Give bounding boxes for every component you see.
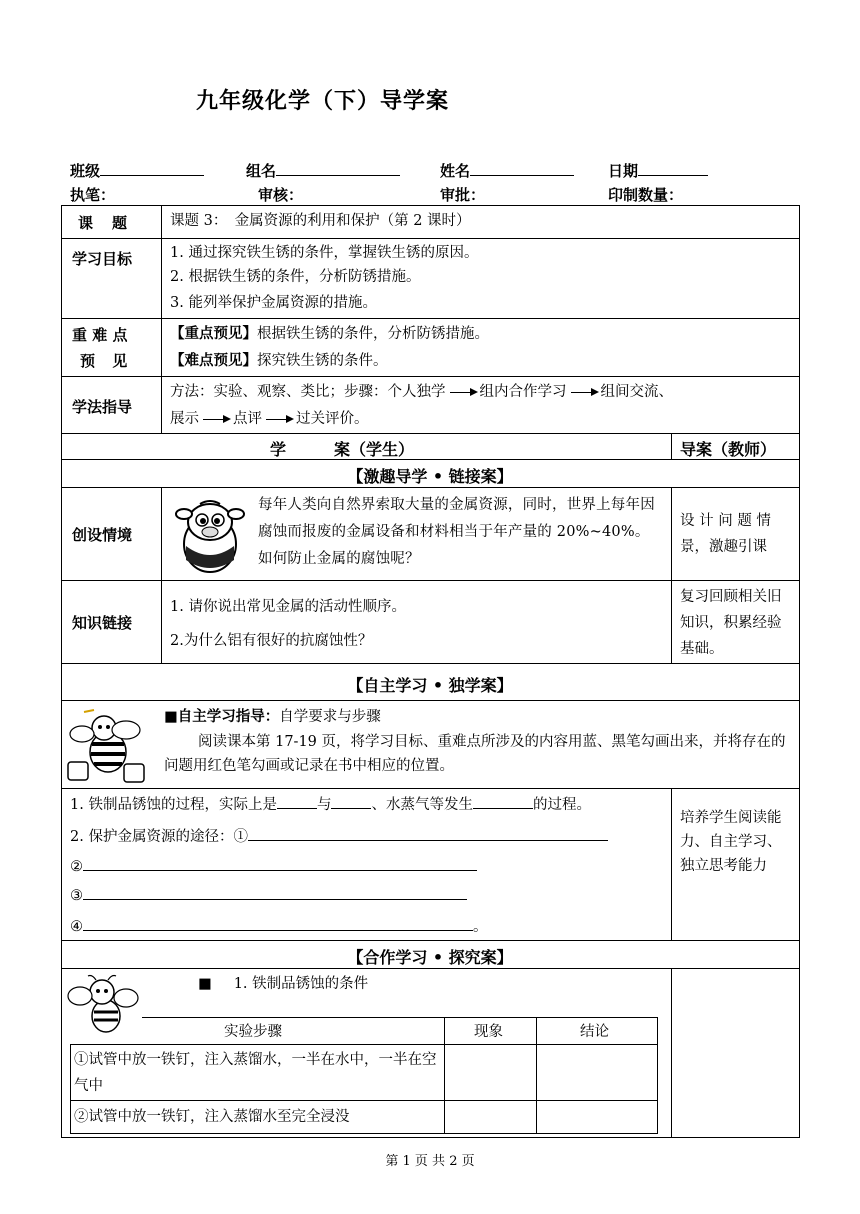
q2-text: 2. 保护金属资源的途径：① — [70, 829, 248, 845]
arrow-icon — [571, 392, 597, 393]
name-field — [440, 160, 574, 181]
focus-key-text: 根据铁生锈的条件，分析防锈措施。 — [257, 326, 489, 342]
guide-tag: ■自主学习指导： — [164, 709, 280, 725]
print-count-label: 印制数量： — [608, 186, 684, 204]
name-label: 姓名 — [440, 162, 471, 180]
cartoon-bee-icon — [64, 708, 156, 786]
method-text-1b: 组内合作学习 — [479, 384, 567, 400]
focus-hard — [170, 350, 388, 372]
link-question-2: 2.为什么铝有很好的抗腐蚀性？ — [170, 633, 373, 649]
page-number: 第 1 页 共 2 页 — [385, 1154, 475, 1169]
page-title: 九年级化学（下）导学案 — [196, 89, 450, 114]
arrow-icon — [203, 419, 229, 420]
writer-label: 执笔： — [70, 186, 116, 204]
q2-blank-4[interactable] — [83, 915, 473, 931]
goal-1: 1. 通过探究铁生锈的条件，掌握铁生锈的原因。 — [170, 245, 479, 261]
table-header-steps: 实验步骤 — [224, 1024, 282, 1040]
section-heading-cooperative: 【合作学习 • 探究案】 — [347, 948, 513, 967]
method-line-1 — [170, 381, 673, 403]
topic-label: 课 题 — [78, 214, 130, 232]
name-blank[interactable] — [470, 161, 574, 176]
question-1 — [70, 793, 591, 816]
focus-label-line1: 重 难 点 — [72, 326, 128, 344]
self-study-teacher-note: 培养学生阅读能力、自主学习、独立思考能力 — [680, 810, 782, 874]
method-text-2a: 展示 — [170, 411, 199, 427]
focus-key-tag: 【重点预见】 — [170, 326, 257, 342]
link-question-1: 1. 请你说出常见金属的活动性顺序。 — [170, 599, 406, 615]
q2-circle-2: ② — [70, 859, 83, 875]
focus-hard-tag: 【难点预见】 — [170, 353, 257, 369]
scene-label: 创设情境 — [72, 526, 133, 544]
table-header-phenomenon: 现象 — [474, 1024, 503, 1040]
q1-text-a: 1. 铁制品锈蚀的过程，实际上是 — [70, 797, 277, 813]
cartoon-bee-icon — [66, 972, 142, 1038]
q1-text-b: 与 — [316, 797, 332, 813]
q1-blank-2[interactable] — [331, 793, 371, 809]
section-heading-interest: 【激趣导学 • 链接案】 — [347, 467, 513, 486]
guide-title: 自学要求与步骤 — [279, 709, 381, 725]
q1-blank-1[interactable] — [277, 793, 317, 809]
class-field — [70, 160, 204, 181]
item-square-icon: ■ — [198, 976, 212, 992]
link-label: 知识链接 — [72, 614, 133, 632]
scene-text: 每年人类向自然界索取大量的金属资源，同时，世界上每年因腐蚀而报废的金属设备和材料相当于年产量的 20%~40%。如何防止金属的腐蚀呢？ — [258, 497, 655, 567]
method-line-2 — [170, 408, 369, 430]
question-2-item-3 — [70, 884, 467, 907]
goals-label: 学习目标 — [72, 250, 133, 268]
arrow-icon — [266, 419, 292, 420]
q2-blank-1[interactable] — [248, 825, 608, 841]
question-2 — [70, 825, 608, 848]
class-label: 班级 — [70, 162, 101, 180]
table-row: ②试管中放一铁钉，注入蒸馏水至完全浸没 — [74, 1109, 350, 1125]
date-label: 日期 — [608, 162, 639, 180]
q1-text-d: 的过程。 — [532, 797, 591, 813]
explore-item-1 — [198, 973, 368, 995]
explore-item-1-title: 1. 铁制品锈蚀的条件 — [233, 976, 369, 992]
group-blank[interactable] — [276, 161, 400, 176]
approver-label: 审批： — [440, 186, 486, 204]
date-blank[interactable] — [638, 161, 708, 176]
q2-circle-4: ④ — [70, 919, 83, 935]
table-row: ①试管中放一铁钉，注入蒸馏水，一半在水中，一半在空气中 — [74, 1052, 437, 1094]
method-text-1a: 方法：实验、观察、类比；步骤：个人独学 — [170, 384, 446, 400]
q1-text-c: 、水蒸气等发生 — [371, 797, 473, 813]
focus-hard-text: 探究铁生锈的条件。 — [257, 353, 388, 369]
table-header-conclusion: 结论 — [580, 1024, 609, 1040]
method-text-2c: 过关评价。 — [296, 411, 369, 427]
section-heading-self-study: 【自主学习 • 独学案】 — [347, 676, 513, 695]
q2-end: 。 — [473, 919, 488, 935]
guide-text: 阅读课本第 17-19 页，将学习目标、重难点所涉及的内容用蓝、黑笔勾画出来，并将存在的问题用红色笔勾画或记录在书中相应的位置。 — [164, 734, 786, 774]
q1-blank-3[interactable] — [473, 793, 533, 809]
q2-blank-3[interactable] — [83, 884, 467, 900]
method-text-1c: 组间交流、 — [600, 384, 673, 400]
group-label: 组名 — [246, 162, 277, 180]
focus-label-line2: 预 见 — [80, 352, 134, 370]
goal-3: 3. 能列举保护金属资源的措施。 — [170, 295, 377, 311]
teacher-column-header: 导案（教师） — [680, 440, 777, 459]
arrow-icon — [450, 392, 476, 393]
question-2-item-4 — [70, 915, 488, 938]
group-field — [246, 160, 400, 181]
scene-teacher-note: 设 计 问 题 情景，激趣引课 — [680, 513, 771, 555]
reviewer-label: 审核： — [258, 186, 304, 204]
link-teacher-note: 复习回顾相关旧知识，积累经验基础。 — [680, 589, 782, 657]
q2-blank-2[interactable] — [83, 855, 477, 871]
q2-circle-3: ③ — [70, 888, 83, 904]
method-text-2b: 点评 — [233, 411, 262, 427]
method-label: 学法指导 — [72, 398, 133, 416]
topic-value: 课题 3： 金属资源的利用和保护（第 2 课时） — [170, 213, 471, 229]
class-blank[interactable] — [100, 161, 204, 176]
goal-2: 2. 根据铁生锈的条件，分析防锈措施。 — [170, 269, 421, 285]
self-study-guide-heading — [164, 706, 381, 728]
date-field — [608, 160, 708, 181]
question-2-item-2 — [70, 855, 477, 878]
student-column-header: 学 案（学生） — [270, 440, 415, 459]
cartoon-cow-icon — [172, 494, 248, 576]
focus-key — [170, 323, 489, 345]
